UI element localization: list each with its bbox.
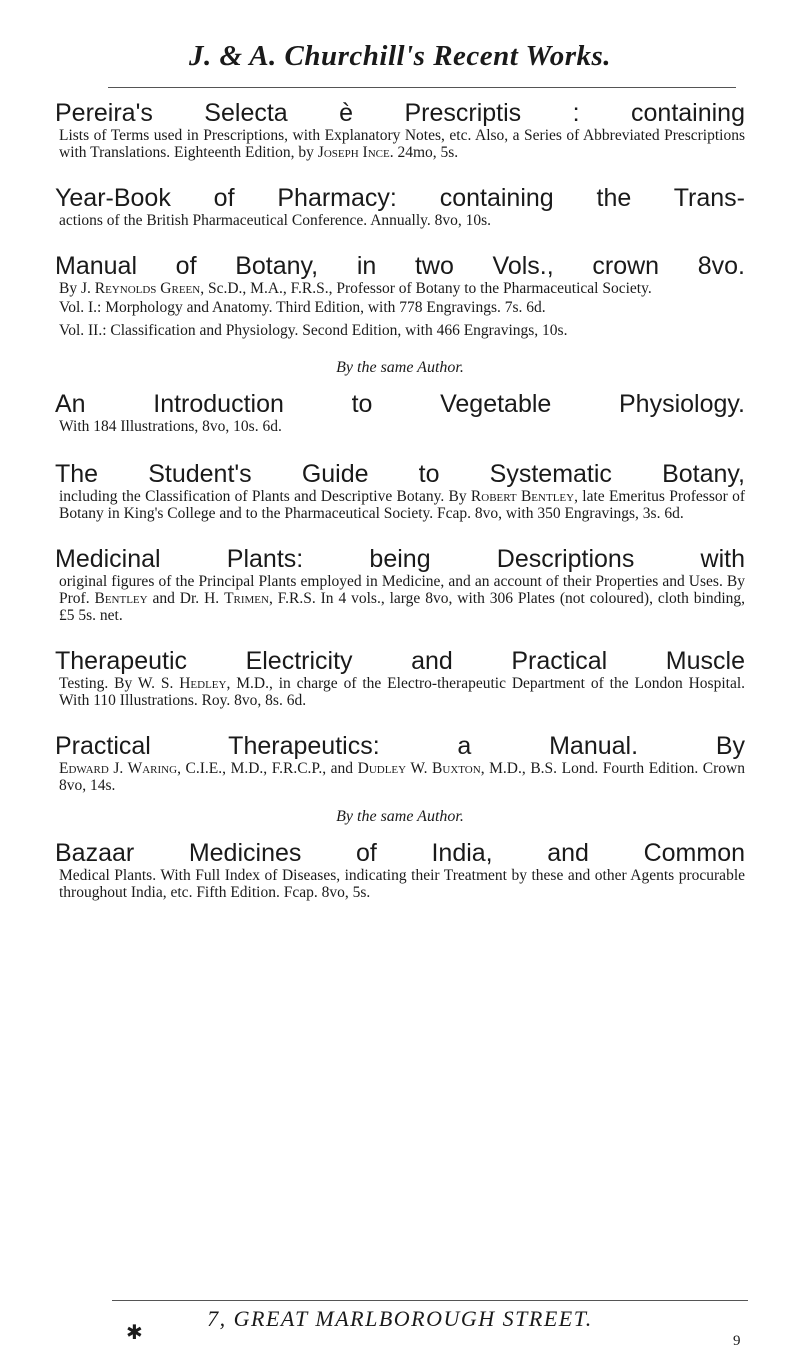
- entry-title: Pereira's Selecta è Prescriptis : containing: [55, 99, 745, 127]
- desc-text: , M.D., in charge of the Electro-therapeutic Department of the London Hospital. With 110 Illustrations. Roy. 8vo, 8s. 6d.: [59, 675, 745, 709]
- entry-description: [59, 675, 745, 709]
- entry-description: [59, 760, 745, 794]
- desc-line: Also, a Series of Abbreviated Prescriptions with Translations.: [59, 127, 746, 161]
- desc-line: . 24mo, 5s.: [389, 144, 459, 161]
- entry-bazaar-medicines: [55, 840, 745, 901]
- desc-text: , Sc.D., M.A., F.R.S., Professor of Botany to the Pharmaceutical Society.: [200, 280, 652, 297]
- entry-title: The Student's Guide to Systematic Botany,: [55, 460, 745, 488]
- entry-description: [59, 127, 745, 161]
- volume-one: Vol. I.: Morphology and Anatomy. Third Edition, with 778 Engravings. 7s. 6d.: [59, 299, 546, 316]
- entry-description: [59, 488, 745, 522]
- author-name: Bentley: [94, 590, 148, 607]
- same-author-note: By the same Author.: [336, 808, 464, 825]
- desc-text: , M.D., B.S. Lond. Fourth Edition. Crown 8vo, 14s.: [59, 760, 745, 794]
- author-name: Hedley: [179, 675, 227, 692]
- page-number: 9: [733, 1333, 741, 1349]
- desc-text: including the Classification of Plants and Descriptive Botany. By: [59, 488, 467, 505]
- entry-title: Bazaar Medicines of India, and Common: [55, 839, 745, 867]
- author-name: Robert Bentley: [470, 488, 575, 505]
- entry-medicinal-plants: [55, 546, 745, 624]
- entry-title: An Introduction to Vegetable Physiology.: [55, 390, 745, 418]
- page-header: J. & A. Churchill's Recent Works.: [188, 40, 612, 72]
- author-name: J. Reynolds Green: [80, 280, 201, 297]
- entry-description: With 184 Illustrations, 8vo, 10s. 6d.: [59, 418, 282, 435]
- entry-vegetable-physiology: [55, 391, 745, 435]
- header-rule: [108, 87, 736, 88]
- desc-text: , late Emeritus Professor of Botany in King's College and to the Pharmaceutical Society. Fcap. 8vo, with 350 Engravings, 3s. 6d.: [59, 488, 746, 522]
- desc-text: , C.I.E., M.D., F.R.C.P., and: [177, 760, 358, 777]
- author-name: Dudley W. Buxton: [357, 760, 481, 777]
- author-name: Trimen: [224, 590, 269, 607]
- author-name: Edward J. Waring: [59, 760, 178, 777]
- entry-title: Manual of Botany, in two Vols., crown 8vo.: [55, 252, 745, 280]
- entry-year-book: [55, 185, 745, 229]
- entry-title: Medicinal Plants: being Descriptions with: [55, 545, 745, 573]
- entry-description: [59, 280, 745, 297]
- entry-description: Medical Plants. With Full Index of Diseases, indicating their Treatment by these and other Agents procurable throughout India, etc. Fifth Edition. Fcap. 8vo, 5s.: [59, 867, 745, 901]
- desc-line: Lists of Terms used in Prescriptions, with Explanatory Notes, etc.: [59, 127, 472, 144]
- entry-description: actions of the British Pharmaceutical Conference. Annually. 8vo, 10s.: [59, 212, 492, 229]
- entry-systematic-botany: [55, 461, 745, 522]
- entry-pereira: [55, 100, 745, 161]
- publisher-address: 7, GREAT MARLBOROUGH STREET.: [207, 1306, 593, 1331]
- desc-text: By: [59, 280, 81, 297]
- desc-line: Eighteenth Edition, by: [173, 144, 318, 161]
- entry-therapeutic-electricity: [55, 648, 745, 709]
- entry-title: Therapeutic Electricity and Practical Muscle: [55, 647, 745, 675]
- entry-practical-therapeutics: [55, 733, 745, 794]
- footer-rule: [112, 1300, 748, 1301]
- author-name: Joseph Ince: [317, 144, 390, 161]
- desc-text: Testing. By W. S.: [59, 675, 180, 692]
- desc-text: original figures of the Principal Plants employed in Medicine, and an account of their Properties and Uses. By Prof.: [59, 573, 745, 607]
- entry-title: Practical Therapeutics: a Manual. By: [55, 732, 745, 760]
- entry-manual-of-botany: [55, 253, 745, 339]
- catalogue-content: [55, 100, 745, 901]
- same-author-note: By the same Author.: [336, 359, 464, 376]
- entry-description: [59, 573, 745, 624]
- desc-text: , F.R.S. In 4 vols., large 8vo, with 306 Plates (not coloured), cloth binding, £5 5s. net.: [59, 590, 746, 624]
- volume-two: Vol. II.: Classification and Physiology. Second Edition, with 466 Engravings, 10s.: [59, 322, 568, 339]
- desc-text: and Dr. H.: [147, 590, 225, 607]
- entry-title: Year-Book of Pharmacy: containing the Trans-: [55, 184, 745, 212]
- signature-mark: ✱: [126, 1322, 143, 1344]
